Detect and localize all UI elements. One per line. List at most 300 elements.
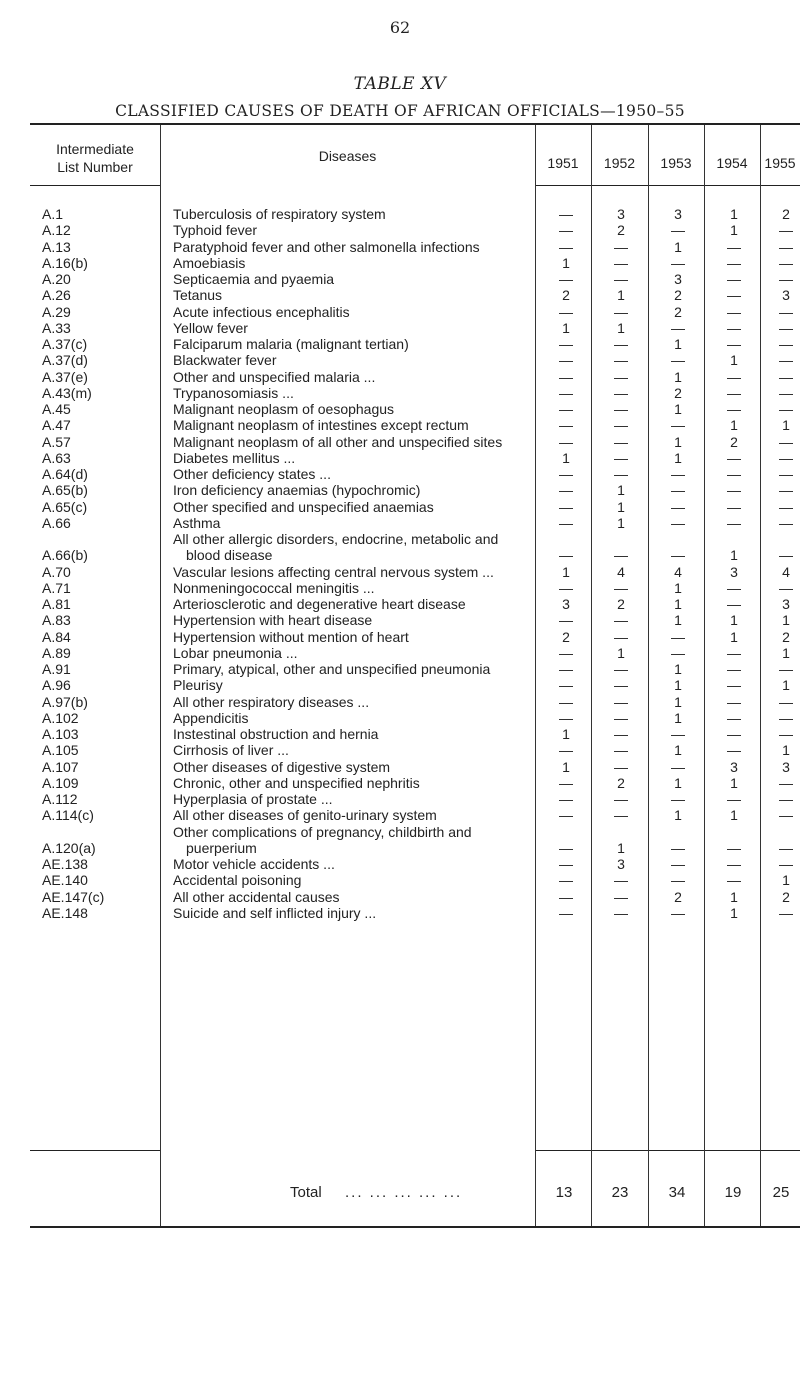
row-value-1953: 1: [674, 238, 682, 255]
table-row: [0, 320, 800, 336]
table-row: [0, 775, 800, 791]
row-value-1954: —: [727, 287, 741, 304]
row-value-1952: 1: [617, 644, 625, 661]
row-code: A.1: [42, 206, 64, 222]
row-value-1953: —: [671, 904, 685, 921]
row-disease: [173, 271, 545, 287]
row-value-1952: —: [614, 888, 628, 905]
row-value-1954: —: [727, 401, 741, 417]
row-value-1951: —: [559, 644, 573, 661]
row-code: A.47: [42, 417, 71, 434]
header-year-1953: 1953: [660, 155, 692, 171]
row-disease: [173, 759, 545, 775]
row-value-1952: —: [614, 303, 628, 320]
table-row: [0, 482, 800, 498]
row-disease-text: All other allergic disorders, endocrine, metabolic and: [173, 531, 499, 547]
row-disease: [173, 889, 545, 905]
row-value-1954: 1: [730, 417, 738, 434]
table-row: [0, 271, 800, 287]
row-disease: [173, 807, 545, 823]
row-disease: [173, 450, 545, 466]
row-value-1955: 1: [782, 677, 790, 694]
row-value-1952: —: [614, 238, 628, 255]
row-disease: [173, 596, 545, 612]
row-disease-text: Instestinal obstruction and hernia: [173, 726, 379, 742]
table-row: [0, 612, 800, 628]
row-value-1951: —: [559, 514, 573, 531]
table-row: [0, 856, 800, 872]
table-row: [0, 417, 800, 433]
row-disease: [173, 336, 545, 352]
row-value-1952: 1: [617, 482, 625, 499]
row-disease: [173, 255, 545, 271]
row-disease-text: Other specified and unspecified anaemias: [173, 498, 434, 515]
row-disease: [173, 645, 545, 661]
row-disease-text: Malignant neoplasm of oesophagus: [173, 401, 395, 417]
row-value-1952: —: [614, 726, 628, 742]
row-value-1952: 2: [617, 222, 625, 239]
row-value-1953: —: [671, 628, 685, 645]
table-row: [0, 889, 800, 905]
row-code: A.112: [42, 791, 78, 807]
table-row: [0, 791, 800, 807]
row-value-1952: —: [614, 579, 628, 596]
row-disease: [173, 239, 545, 255]
row-value-1951: —: [559, 238, 573, 255]
row-code: A.120(a): [42, 839, 96, 856]
row-value-1953: —: [671, 352, 685, 369]
row-code: A.91: [42, 661, 71, 677]
row-value-1954: —: [727, 726, 741, 742]
row-value-1953: —: [671, 644, 685, 661]
row-code: A.96: [42, 677, 71, 694]
header-code-line2: List Number: [57, 159, 133, 175]
row-value-1952: —: [614, 401, 628, 417]
row-value-1954: 1: [730, 807, 738, 824]
row-value-1953: 3: [674, 206, 682, 222]
row-disease: [173, 629, 545, 645]
row-value-1952: —: [614, 336, 628, 352]
row-value-1954: 1: [730, 612, 738, 629]
row-value-1954: —: [727, 677, 741, 694]
header-year-1955: 1955: [764, 155, 796, 171]
row-value-1955: —: [779, 791, 793, 807]
row-value-1952: —: [614, 693, 628, 710]
row-code: A.84: [42, 628, 71, 645]
row-disease-text: Primary, atypical, other and unspecified pneumonia: [173, 661, 491, 677]
row-disease-text: Cirrhosis of liver ...: [173, 742, 289, 759]
row-value-1954: 1: [730, 547, 738, 564]
total-1953: 34: [668, 1184, 686, 1201]
row-value-1952: —: [614, 661, 628, 677]
row-value-1953: 3: [674, 271, 682, 287]
row-value-1952: —: [614, 384, 628, 401]
row-disease: [173, 856, 545, 872]
row-disease: [173, 661, 545, 677]
row-value-1955: 3: [782, 758, 790, 775]
row-value-1952: —: [614, 433, 628, 450]
row-value-1951: —: [559, 661, 573, 677]
row-disease-text: Iron deficiency anaemias (hypochromic): [173, 482, 421, 499]
row-value-1955: —: [779, 498, 793, 515]
table-row: [0, 304, 800, 320]
row-value-1955: 3: [782, 287, 790, 304]
row-value-1951: 1: [562, 758, 570, 775]
row-value-1954: —: [727, 303, 741, 320]
table-row: [0, 466, 800, 482]
row-value-1951: —: [559, 368, 573, 385]
row-value-1955: —: [779, 384, 793, 401]
row-disease: [173, 742, 545, 758]
row-value-1951: —: [559, 742, 573, 759]
table-row: [0, 385, 800, 401]
row-value-1951: —: [559, 222, 573, 239]
row-value-1954: —: [727, 319, 741, 336]
row-value-1953: —: [671, 514, 685, 531]
row-code: A.37(c): [42, 336, 88, 352]
row-value-1953: —: [671, 482, 685, 499]
row-disease-text: Malignant neoplasm of intestines except rectum: [173, 417, 469, 434]
row-disease: [173, 320, 545, 336]
row-value-1951: —: [559, 693, 573, 710]
row-value-1952: —: [614, 628, 628, 645]
row-value-1954: —: [727, 238, 741, 255]
table-row: [0, 872, 800, 888]
row-value-1954: —: [727, 579, 741, 596]
row-value-1955: 1: [782, 742, 790, 759]
row-value-1953: 1: [674, 401, 682, 417]
row-value-1951: 1: [562, 726, 570, 742]
row-disease-text: Blackwater fever: [173, 352, 277, 369]
row-code: A.114(c): [42, 807, 94, 824]
row-value-1952: —: [614, 807, 628, 824]
row-value-1952: 1: [617, 514, 625, 531]
row-value-1955: 3: [782, 596, 790, 612]
row-disease-text: Other complications of pregnancy, childbirth and: [173, 823, 472, 840]
total-1952: 23: [611, 1184, 629, 1201]
row-value-1955: —: [779, 352, 793, 369]
row-value-1953: 2: [674, 287, 682, 304]
table-row: [0, 206, 800, 222]
row-disease: [173, 710, 545, 726]
row-value-1953: —: [671, 791, 685, 807]
row-value-1952: —: [614, 677, 628, 694]
row-disease-text: Diabetes mellitus ...: [173, 449, 296, 466]
table-row: [0, 336, 800, 352]
table-row: [0, 726, 800, 742]
row-value-1953: —: [671, 839, 685, 856]
row-disease: [173, 466, 545, 482]
row-value-1951: 1: [562, 563, 570, 580]
row-value-1955: —: [779, 514, 793, 531]
row-code: A.83: [42, 612, 71, 629]
row-value-1954: —: [727, 514, 741, 531]
row-value-1954: —: [727, 644, 741, 661]
row-value-1951: —: [559, 904, 573, 921]
row-value-1955: —: [779, 856, 793, 872]
table-bottom-rule: [30, 1226, 800, 1228]
row-disease: [173, 677, 545, 693]
row-value-1952: —: [614, 368, 628, 385]
row-disease: [173, 401, 545, 417]
row-value-1955: —: [779, 319, 793, 336]
row-value-1954: 3: [730, 758, 738, 775]
row-value-1955: —: [779, 482, 793, 499]
row-disease-text: All other diseases of genito-urinary system: [173, 807, 437, 824]
row-value-1955: —: [779, 336, 793, 352]
row-value-1953: 4: [674, 563, 682, 580]
row-value-1955: —: [779, 449, 793, 466]
row-value-1951: 1: [562, 319, 570, 336]
row-value-1953: —: [671, 872, 685, 889]
row-disease: [173, 824, 545, 857]
header-code: [30, 140, 160, 176]
row-code: A.37(d): [42, 352, 88, 369]
row-value-1951: —: [559, 206, 573, 222]
table-row: [0, 239, 800, 255]
row-value-1951: —: [559, 547, 573, 564]
row-value-1955: 1: [782, 612, 790, 629]
row-value-1955: —: [779, 579, 793, 596]
table-row: [0, 580, 800, 596]
row-value-1953: 1: [674, 579, 682, 596]
row-value-1954: —: [727, 856, 741, 872]
row-value-1951: 2: [562, 628, 570, 645]
row-code: A.65(b): [42, 482, 88, 499]
row-disease: [173, 417, 545, 433]
row-disease: [173, 775, 545, 791]
row-value-1953: —: [671, 726, 685, 742]
row-value-1951: —: [559, 336, 573, 352]
table-row: [0, 742, 800, 758]
row-value-1951: 3: [562, 596, 570, 612]
row-value-1954: —: [727, 482, 741, 499]
row-disease: [173, 872, 545, 888]
row-value-1955: 1: [782, 417, 790, 434]
table-row: [0, 531, 800, 564]
row-value-1954: 2: [730, 433, 738, 450]
row-value-1954: 1: [730, 352, 738, 369]
row-value-1951: —: [559, 482, 573, 499]
row-value-1955: —: [779, 807, 793, 824]
row-disease-text: Motor vehicle accidents ...: [173, 856, 335, 872]
row-value-1951: —: [559, 856, 573, 872]
row-disease: [173, 352, 545, 368]
table-row: [0, 596, 800, 612]
row-value-1954: —: [727, 872, 741, 889]
row-value-1953: 1: [674, 612, 682, 629]
row-value-1955: —: [779, 547, 793, 564]
table-row: [0, 694, 800, 710]
row-value-1954: 1: [730, 904, 738, 921]
total-row: [0, 1184, 800, 1214]
row-code: A.65(c): [42, 498, 88, 515]
row-disease: [173, 612, 545, 628]
row-value-1955: —: [779, 433, 793, 450]
table-row: [0, 759, 800, 775]
row-disease-text: Vascular lesions affecting central nervous system ...: [173, 563, 494, 580]
row-disease-text: Other diseases of digestive system: [173, 758, 391, 775]
row-code: A.71: [42, 579, 71, 596]
row-value-1955: 1: [782, 872, 790, 889]
row-value-1954: —: [727, 839, 741, 856]
row-disease: [173, 304, 545, 320]
row-code: A.97(b): [42, 693, 88, 710]
row-disease: [173, 287, 545, 303]
table-row: [0, 661, 800, 677]
row-disease-text: Acute infectious encephalitis: [173, 303, 350, 320]
row-code: A.81: [42, 596, 71, 612]
row-value-1953: 1: [674, 774, 682, 791]
row-value-1954: 3: [730, 563, 738, 580]
row-value-1955: —: [779, 693, 793, 710]
row-value-1954: —: [727, 791, 741, 807]
row-value-1953: 1: [674, 807, 682, 824]
row-value-1951: —: [559, 352, 573, 369]
row-code: AE.147(c): [42, 888, 105, 905]
row-value-1951: —: [559, 888, 573, 905]
row-disease: [173, 564, 545, 580]
row-disease-text: Paratyphoid fever and other salmonella infections: [173, 238, 480, 255]
table-title: TABLE XV: [353, 74, 447, 94]
total-1951: 13: [555, 1184, 573, 1201]
header-year-1954: 1954: [716, 155, 748, 171]
row-value-1952: 3: [617, 206, 625, 222]
row-value-1952: —: [614, 254, 628, 271]
row-value-1952: 2: [617, 596, 625, 612]
row-code: A.102: [42, 709, 79, 726]
row-value-1953: 1: [674, 693, 682, 710]
row-disease-text: Pleurisy: [173, 677, 223, 694]
row-code: A.33: [42, 319, 71, 336]
row-disease: [173, 222, 545, 238]
table-row: [0, 369, 800, 385]
row-value-1955: —: [779, 661, 793, 677]
table-row: [0, 222, 800, 238]
row-disease-text: Hypertension without mention of heart: [173, 628, 409, 645]
row-value-1951: 1: [562, 449, 570, 466]
row-disease-text: Chronic, other and unspecified nephritis: [173, 774, 420, 791]
row-value-1953: —: [671, 758, 685, 775]
row-disease: [173, 482, 545, 498]
row-value-1953: —: [671, 222, 685, 239]
row-code: A.12: [42, 222, 71, 239]
row-code: A.105: [42, 742, 79, 759]
row-value-1954: —: [727, 466, 741, 482]
row-disease-text: Appendicitis: [173, 709, 249, 726]
row-code: AE.138: [42, 856, 88, 872]
row-disease-text: Amoebiasis: [173, 254, 246, 271]
row-disease: [173, 385, 545, 401]
row-value-1954: —: [727, 742, 741, 759]
row-value-1954: 1: [730, 222, 738, 239]
row-code: A.20: [42, 271, 71, 287]
row-disease-text: Yellow fever: [173, 319, 248, 336]
row-value-1955: 2: [782, 888, 790, 905]
row-value-1952: 1: [617, 498, 625, 515]
row-value-1953: 1: [674, 336, 682, 352]
row-value-1954: —: [727, 384, 741, 401]
row-code: A.29: [42, 303, 71, 320]
table-row: [0, 434, 800, 450]
table-row: [0, 255, 800, 271]
row-value-1952: 3: [617, 856, 625, 872]
row-disease: [173, 499, 545, 515]
row-code: A.103: [42, 726, 79, 742]
table-subtitle: CLASSIFIED CAUSES OF DEATH OF AFRICAN OFFICIALS—1950–55: [115, 102, 685, 120]
row-value-1951: —: [559, 417, 573, 434]
table-row: [0, 629, 800, 645]
row-value-1955: —: [779, 709, 793, 726]
row-disease-text: All other accidental causes: [173, 888, 340, 905]
row-disease: [173, 434, 545, 450]
row-disease-text: Nonmeningococcal meningitis ...: [173, 579, 375, 596]
row-value-1952: —: [614, 417, 628, 434]
row-disease: [173, 694, 545, 710]
table-row: [0, 807, 800, 823]
row-disease-text-continued: puerperium: [186, 839, 257, 856]
row-value-1951: —: [559, 612, 573, 629]
row-disease-text-continued: blood disease: [186, 547, 273, 564]
table-row: [0, 287, 800, 303]
row-value-1955: —: [779, 726, 793, 742]
total-top-rule-code: [30, 1150, 160, 1151]
table-row: [0, 824, 800, 857]
row-disease-text: Other deficiency states ...: [173, 466, 331, 482]
row-disease-text: Lobar pneumonia ...: [173, 644, 298, 661]
row-value-1951: —: [559, 271, 573, 287]
row-value-1952: 1: [617, 839, 625, 856]
row-value-1954: —: [727, 693, 741, 710]
row-value-1951: —: [559, 303, 573, 320]
row-value-1951: 2: [562, 287, 570, 304]
row-code: A.26: [42, 287, 71, 304]
row-disease-text: Tetanus: [173, 287, 223, 304]
row-code: A.43(m): [42, 384, 92, 401]
header-bottom-rule-code: [30, 185, 160, 186]
row-value-1952: —: [614, 758, 628, 775]
table-row: [0, 352, 800, 368]
row-value-1951: —: [559, 579, 573, 596]
row-disease-text: Hyperplasia of prostate ...: [173, 791, 333, 807]
row-code: A.109: [42, 774, 79, 791]
row-disease-text: Arteriosclerotic and degenerative heart disease: [173, 596, 466, 612]
row-value-1951: —: [559, 807, 573, 824]
row-disease: [173, 905, 545, 921]
row-value-1953: 2: [674, 303, 682, 320]
row-value-1954: —: [727, 336, 741, 352]
table-row: [0, 905, 800, 921]
row-code: A.66(b): [42, 547, 88, 564]
row-value-1954: —: [727, 709, 741, 726]
row-value-1955: —: [779, 271, 793, 287]
row-value-1952: 1: [617, 287, 625, 304]
row-value-1953: 1: [674, 661, 682, 677]
row-code: AE.148: [42, 904, 88, 921]
row-value-1955: —: [779, 839, 793, 856]
total-1955: 25: [772, 1184, 790, 1201]
row-value-1953: —: [671, 466, 685, 482]
row-code: A.45: [42, 401, 71, 417]
row-value-1953: 2: [674, 384, 682, 401]
row-value-1953: —: [671, 547, 685, 564]
table-row: [0, 401, 800, 417]
row-value-1953: 1: [674, 449, 682, 466]
row-value-1952: —: [614, 612, 628, 629]
row-disease-text: Tuberculosis of respiratory system: [173, 206, 386, 222]
table-row: [0, 564, 800, 580]
row-code: A.37(e): [42, 368, 88, 385]
